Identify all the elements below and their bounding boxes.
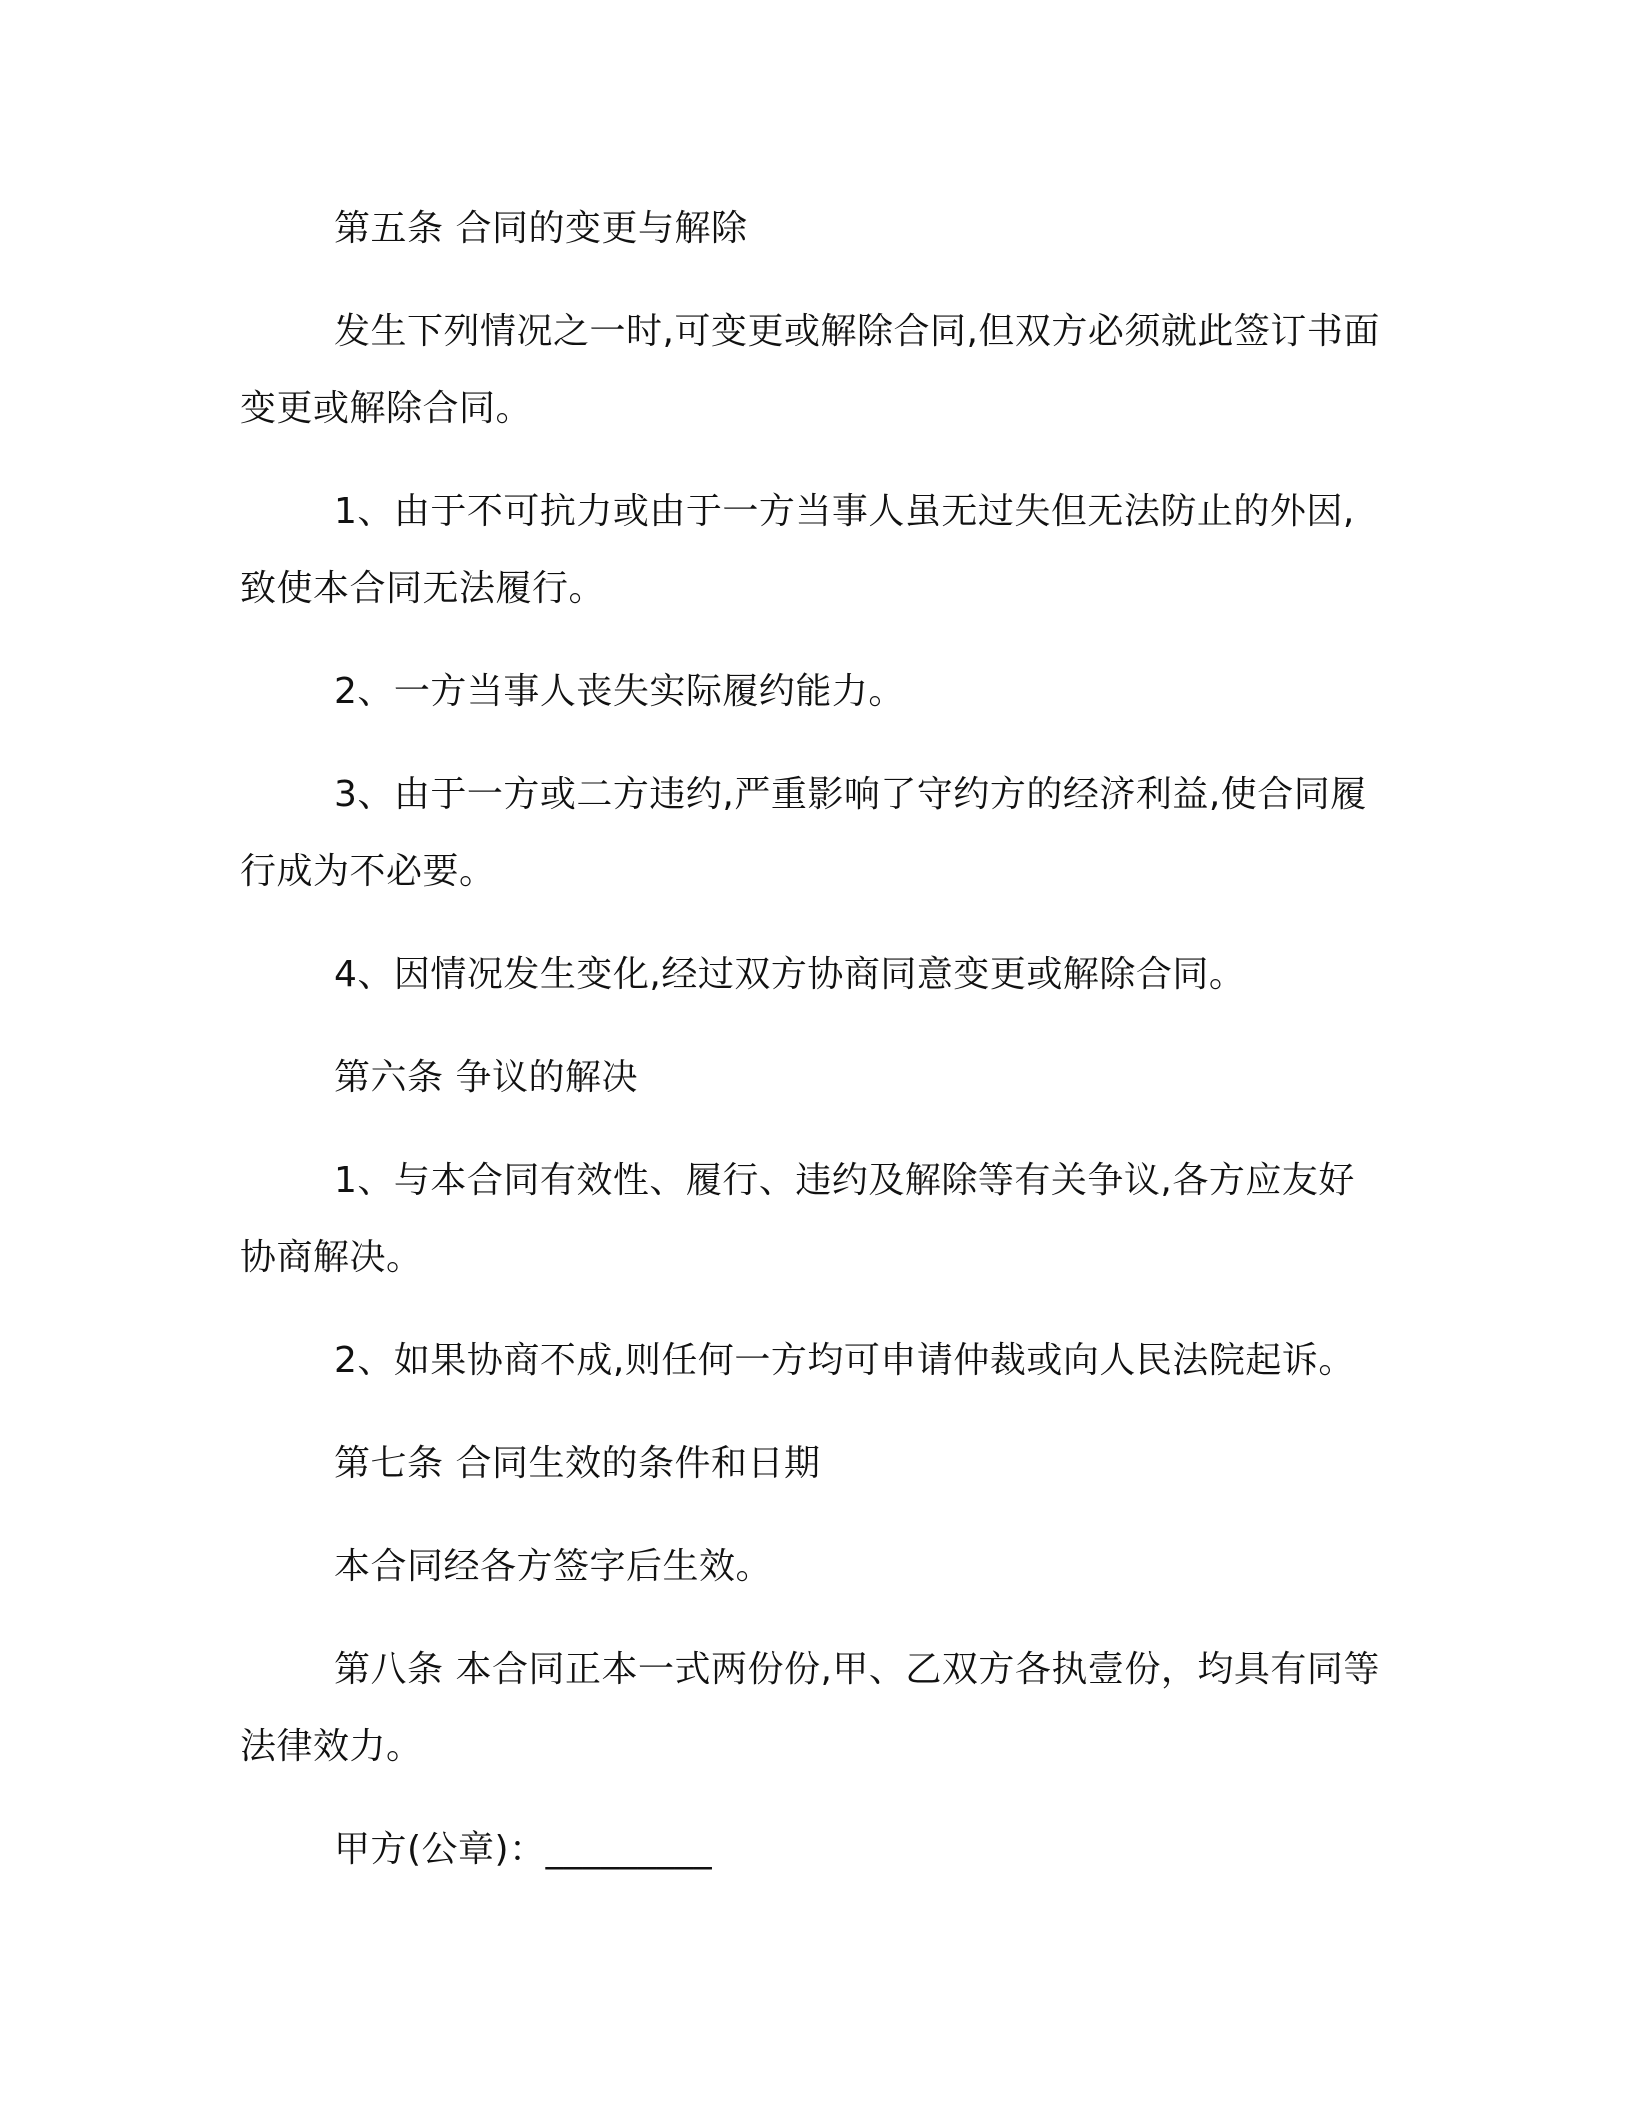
article-5-item-4: 4、因情况发生变化,经过双方协商同意变更或解除合同。 (334, 954, 1246, 995)
article-7-body: 本合同经各方签字后生效。 (334, 1546, 773, 1587)
article-5-item-2: 2、一方当事人丧失实际履约能力。 (334, 671, 905, 712)
article-5-item-3: 3、由于一方或二方违约,严重影响了守约方的经济利益,使合同履行成为不必要。 (240, 774, 1367, 892)
party-a-signature-line: 甲方(公章)：_________ (334, 1829, 713, 1870)
article-6-item-2: 2、如果协商不成,则任何一方均可申请仲裁或向人民法院起诉。 (334, 1340, 1355, 1381)
document-body (240, 190, 1390, 1914)
article-6-item-1: 1、与本合同有效性、履行、违约及解除等有关争议,各方应友好协商解决。 (240, 1160, 1355, 1278)
article-5-item-1: 1、由于不可抗力或由于一方当事人虽无过失但无法防止的外因,致使本合同无法履行。 (240, 491, 1355, 609)
article-5-intro: 发生下列情况之一时,可变更或解除合同,但双方必须就此签订书面变更或解除合同。 (240, 311, 1380, 429)
article-7-heading: 第七条 合同生效的条件和日期 (334, 1443, 821, 1484)
article-6-heading: 第六条 争议的解决 (334, 1057, 638, 1098)
article-5-heading: 第五条 合同的变更与解除 (334, 208, 748, 249)
article-8-body: 第八条 本合同正本一式两份份,甲、乙双方各执壹份，均具有同等法律效力。 (240, 1649, 1380, 1767)
